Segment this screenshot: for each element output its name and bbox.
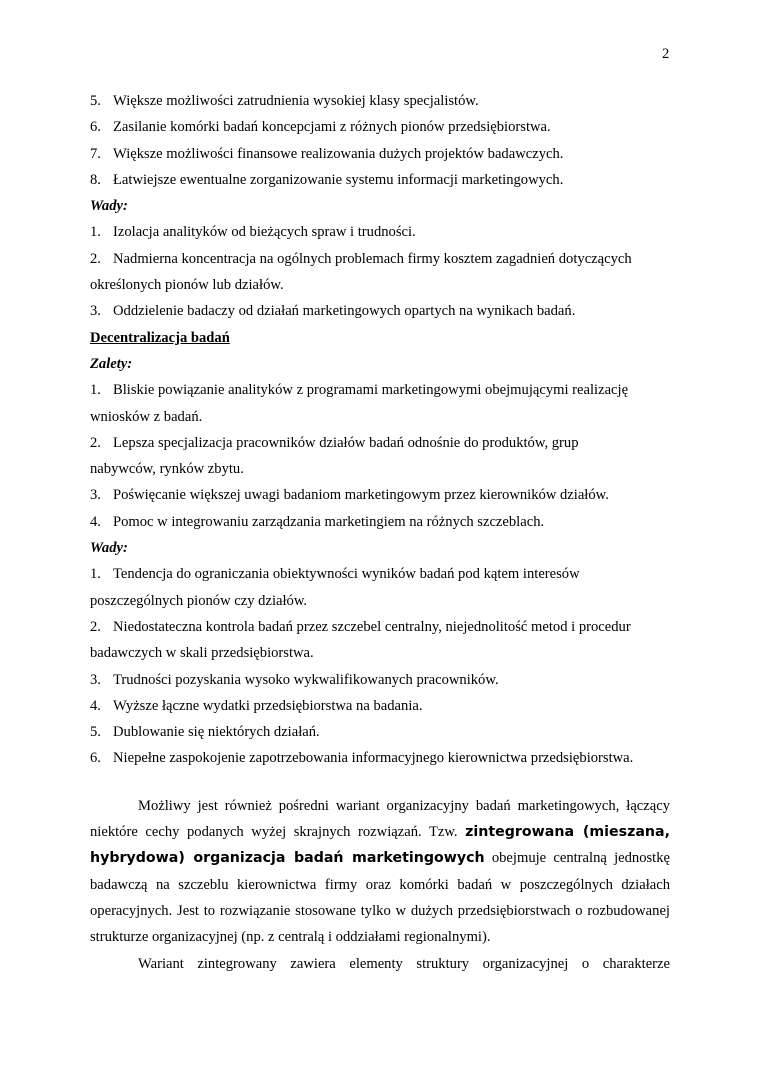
list-item bbox=[90, 167, 670, 193]
list-item bbox=[90, 141, 670, 167]
paragraph-text: Możliwy jest również pośredni wariant organizacyjny badań marketingowych, łączący niektóre cechy podanych wyżej skrajnych rozwiązań. Tzw. bbox=[90, 797, 670, 841]
wady-heading: Wady: bbox=[90, 540, 128, 557]
list-item bbox=[90, 219, 670, 245]
list-text: Trudności pozyskania wysoko wykwalifikowanych pracowników. bbox=[113, 671, 499, 688]
list-text: Niedostateczna kontrola badań przez szczebel centralny, niejednolitość metod i procedur bbox=[113, 618, 631, 635]
bold-term: zintegrowana (mieszana, hybrydowa) organizacja badań marketingowych bbox=[90, 824, 670, 867]
list-number: 2. bbox=[90, 250, 101, 267]
list-item bbox=[90, 482, 670, 508]
list-text: Nadmierna koncentracja na ogólnych problemach firmy kosztem zagadnień dotyczących bbox=[113, 250, 632, 267]
list-item bbox=[90, 298, 670, 324]
list-number: 4. bbox=[90, 697, 101, 714]
list-item bbox=[90, 745, 670, 771]
list-item bbox=[90, 614, 670, 640]
list-text: Większe możliwości zatrudnienia wysokiej klasy specjalistów. bbox=[113, 93, 479, 109]
list-text: Dublowanie się niektórych działań. bbox=[113, 724, 320, 741]
list-text: Pomoc w integrowaniu zarządzania marketingiem na różnych szczeblach. bbox=[113, 513, 545, 530]
list-number: 2. bbox=[90, 618, 101, 635]
list-item bbox=[90, 693, 670, 719]
wady-heading: Wady: bbox=[90, 198, 128, 215]
list-text: Izolacja analityków od bieżących spraw i trudności. bbox=[113, 224, 416, 241]
list-number: 3. bbox=[90, 487, 101, 504]
list-text: Większe możliwości finansowe realizowania dużych projektów badawczych. bbox=[113, 145, 564, 162]
list-number: 6. bbox=[90, 119, 101, 136]
list-item bbox=[90, 430, 670, 456]
list-text: Lepsza specjalizacja pracowników działów badań odnośnie do produktów, grup bbox=[113, 434, 579, 451]
list-item bbox=[90, 114, 670, 140]
list-text-continuation: badawczych w skali przedsiębiorstwa. bbox=[90, 645, 314, 662]
list-number: 7. bbox=[90, 145, 101, 162]
list-text: Wyższe łączne wydatki przedsiębiorstwa na badania. bbox=[113, 697, 423, 714]
list-item bbox=[90, 719, 670, 745]
zalety-heading: Zalety: bbox=[90, 355, 133, 372]
list-item bbox=[90, 246, 670, 272]
list-text: Zasilanie komórki badań koncepcjami z różnych pionów przedsiębiorstwa. bbox=[113, 119, 551, 136]
list-text: Łatwiejsze ewentualne zorganizowanie systemu informacji marketingowych. bbox=[113, 171, 564, 188]
list-text-continuation: poszczególnych pionów czy działów. bbox=[90, 592, 308, 609]
list-number: 3. bbox=[90, 671, 101, 688]
list-number: 1. bbox=[90, 566, 101, 583]
list-number: 8. bbox=[90, 171, 101, 188]
body-paragraph bbox=[90, 793, 670, 951]
list-number: 5. bbox=[90, 93, 101, 109]
list-item bbox=[90, 509, 670, 535]
section-heading bbox=[90, 325, 670, 351]
paragraph-text: obejmuje centralną jednostkę badawczą na szczeblu kierownictwa firmy oraz komórki badań w poszczególnych działach operacyjnych. Jest to rozwiązanie stosowane tylko w dużych przedsiębiorstwach o rozbudowanej strukturze organizacyjnej (np. z centralą i oddziałami regionalnymi). bbox=[90, 850, 671, 946]
list-text: Tendencja do ograniczania obiektywności wyników badań pod kątem interesów bbox=[113, 566, 580, 583]
page-number: 2 bbox=[662, 46, 670, 62]
list-number: 2. bbox=[90, 434, 101, 451]
list-item bbox=[90, 88, 670, 114]
list-number: 3. bbox=[90, 303, 101, 320]
body-paragraph: Wariant zintegrowany zawiera elementy struktury organizacyjnej o charakterze bbox=[138, 955, 670, 972]
list-number: 1. bbox=[90, 224, 101, 241]
list-number: 6. bbox=[90, 750, 101, 767]
list-number: 5. bbox=[90, 724, 101, 741]
document-body bbox=[90, 88, 670, 977]
list-text: Bliskie powiązanie analityków z programami marketingowymi obejmującymi realizację bbox=[113, 382, 629, 399]
list-item bbox=[90, 667, 670, 693]
list-item bbox=[90, 561, 670, 587]
list-text-continuation: wniosków z badań. bbox=[90, 408, 203, 425]
list-text-continuation: określonych pionów lub działów. bbox=[90, 277, 284, 294]
list-text: Niepełne zaspokojenie zapotrzebowania informacyjnego kierownictwa przedsiębiorstwa. bbox=[113, 750, 634, 767]
list-text: Poświęcanie większej uwagi badaniom marketingowym przez kierowników działów. bbox=[113, 487, 609, 504]
section-heading-text: Decentralizacja badań bbox=[90, 329, 230, 346]
list-item bbox=[90, 377, 670, 403]
list-text: Oddzielenie badaczy od działań marketingowych opartych na wynikach badań. bbox=[113, 303, 576, 320]
list-number: 1. bbox=[90, 382, 101, 399]
list-number: 4. bbox=[90, 513, 101, 530]
list-text-continuation: nabywców, rynków zbytu. bbox=[90, 461, 244, 478]
